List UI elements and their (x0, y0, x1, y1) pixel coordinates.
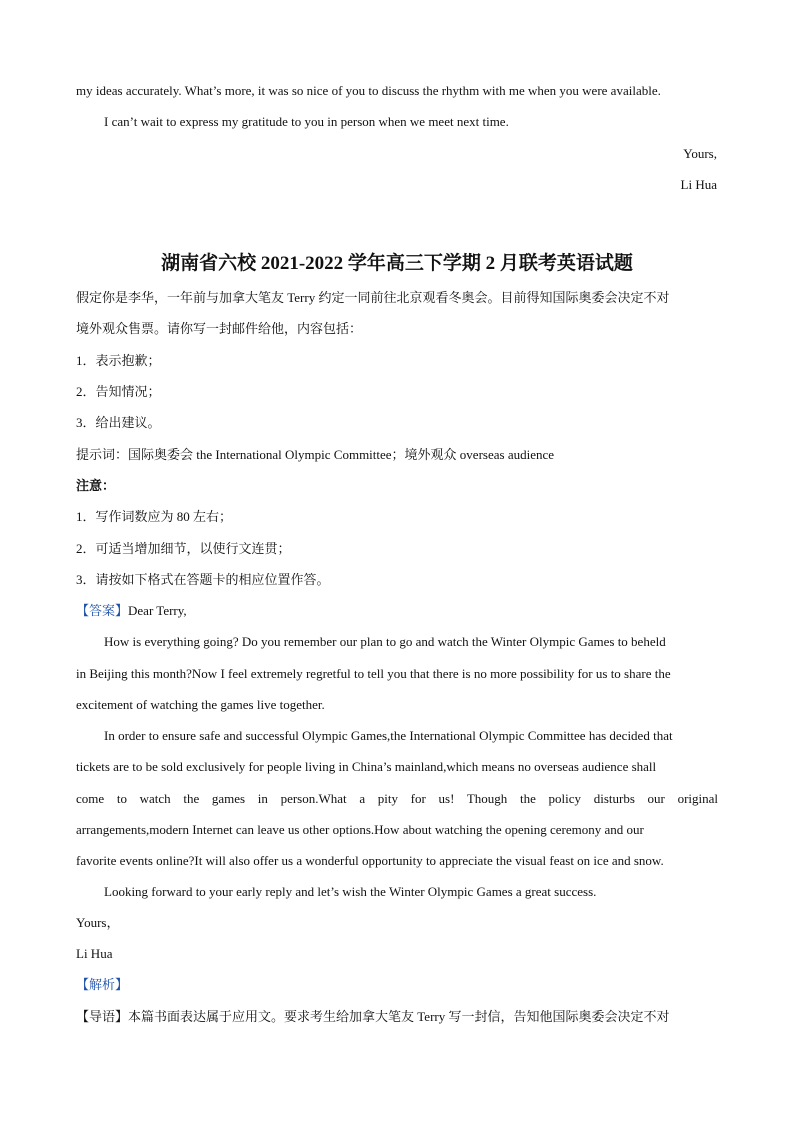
prev-letter-signature: Li Hua (680, 177, 717, 192)
prev-letter-line-2: I can’t wait to express my gratitude to you in person when we meet next time. (104, 114, 509, 129)
answer-line: arrangements,modern Internet can leave us other options.How about watching the opening ceremony and our (76, 822, 644, 837)
answer-line: tickets are to be sold exclusively for people living in China’s mainland,which means no overseas audience shall (76, 759, 657, 774)
prev-letter-line-1: my ideas accurately. What’s more, it was so nice of you to discuss the rhythm with me when you were available. (76, 83, 661, 98)
guide-text: 本篇书面表达属于应用文。要求考生给加拿大笔友 Terry 写一封信，告知他国际奥委会决定不对 (128, 1009, 670, 1024)
answer-line: In order to ensure safe and successful Olympic Games,the International Olympic Committee has decided that (104, 728, 673, 743)
answer-line: in Beijing this month?Now I feel extremely regretful to tell you that there is no more possibility for us to share the (76, 666, 671, 681)
answer-signature: Li Hua (76, 946, 113, 961)
analysis-guide (76, 1008, 718, 1026)
answer-line: come to watch the games in person.What a pity for us! Though the policy disturbs our original (76, 791, 718, 806)
requirement-item: 1．表示抱歉； (76, 353, 161, 368)
note-item: 2．可适当增加细节，以使行文连贯； (76, 541, 291, 556)
answer-line: favorite events online?It will also offer us a wonderful opportunity to appreciate the visual feast on ice and snow. (76, 853, 664, 868)
prev-letter-closing: Yours, (683, 146, 717, 161)
answer-header (76, 602, 718, 620)
requirement-item: 3．给出建议。 (76, 415, 161, 430)
note-item: 3．请按如下格式在答题卡的相应位置作答。 (76, 572, 330, 587)
answer-tag: 【答案】 (76, 603, 129, 618)
answer-line: How is everything going? Do you remember our plan to go and watch the Winter Olympic Games to beheld (104, 634, 666, 649)
prompt-line-2: 境外观众售票。请你写一封邮件给他，内容包括： (76, 321, 363, 336)
answer-line: excitement of watching the games live together. (76, 697, 325, 712)
answer-greeting: Dear Terry, (128, 603, 187, 618)
question-title: 湖南省六校 2021-2022 学年高三下学期 2 月联考英语试题 (161, 253, 633, 274)
answer-line: Looking forward to your early reply and let’s wish the Winter Olympic Games a great success. (104, 884, 597, 899)
note-item: 1．写作词数应为 80 左右； (76, 509, 233, 524)
hint-words: 提示词：国际奥委会 the International Olympic Committee；境外观众 overseas audience (76, 447, 555, 462)
guide-tag: 【导语】 (76, 1009, 129, 1024)
prompt-line-1: 假定你是李华，一年前与加拿大笔友 Terry 约定一同前往北京观看冬奥会。目前得知国际奥委会决定不对 (76, 290, 670, 305)
analysis-tag: 【解析】 (76, 977, 129, 992)
notes-heading: 注意： (76, 478, 116, 493)
answer-closing: Yours， (76, 915, 120, 930)
requirement-item: 2．告知情况； (76, 384, 161, 399)
